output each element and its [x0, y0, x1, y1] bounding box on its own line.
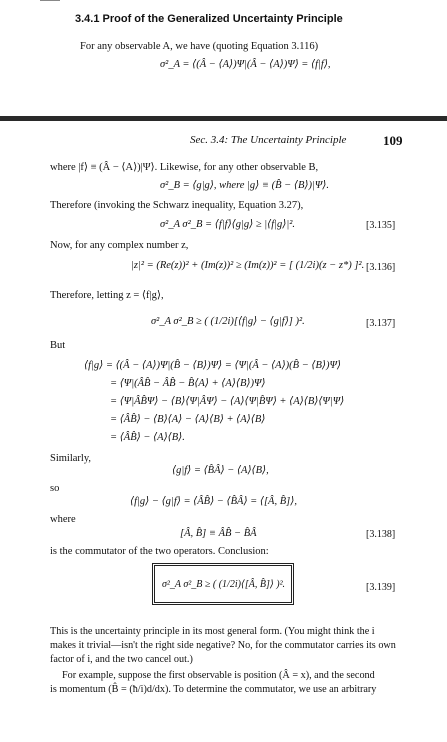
equation-3-139: σ²_A σ²_B ≥ ( (1/2i)⟨[Â, B̂]⟩ )². [162, 579, 286, 590]
equation-3-137: σ²_A σ²_B ≥ ( (1/2i)[⟨f|g⟩ − ⟨g|f⟩] )². [151, 316, 305, 327]
text-line: Therefore (invoking the Schwarz inequality, Equation 3.27), [50, 200, 304, 211]
text-line: Similarly, [50, 453, 92, 464]
text-line: so [50, 483, 60, 494]
paragraph-line: For example, suppose the first observable is position (Â = x), and the second [62, 670, 375, 681]
text-line: But [50, 340, 66, 351]
paragraph-line: is momentum (B̂ = (ħ/i)d/dx). To determine the commutator, we use an arbitrary [50, 684, 377, 695]
paragraph-line: This is the uncertainty principle in its most general form. (You might think the i [50, 626, 375, 637]
derivation-line: ⟨f|g⟩ = ⟨(Â − ⟨A⟩)Ψ|(B̂ − ⟨B⟩)Ψ⟩ = ⟨Ψ|(Â − ⟨A⟩)(B̂ − ⟨B⟩)Ψ⟩ [84, 360, 342, 371]
text-line: where [50, 514, 76, 525]
running-header: Sec. 3.4: The Uncertainty Principle [190, 134, 347, 146]
equation-number: [3.139] [366, 582, 396, 593]
derivation-line: = ⟨ÂB̂⟩ − ⟨B⟩⟨A⟩ − ⟨A⟩⟨B⟩ + ⟨A⟩⟨B⟩ [110, 414, 266, 425]
text-line: is the commutator of the two operators. Conclusion: [50, 546, 269, 557]
difference-equation: ⟨f|g⟩ − ⟨g|f⟩ = ⟨ÂB̂⟩ − ⟨B̂Â⟩ = ⟨[Â, B̂]⟩, [130, 496, 297, 507]
derivation-line: = ⟨ÂB̂⟩ − ⟨A⟩⟨B⟩. [110, 432, 185, 443]
section-title: 3.4.1 Proof of the Generalized Uncertainty Principle [75, 13, 343, 25]
book-page-109 [0, 121, 447, 742]
equation-3-138: [Â, B̂] ≡ ÂB̂ − B̂Â [180, 528, 257, 539]
intro-text: For any observable A, we have (quoting Equation 3.116) [80, 41, 319, 52]
page-number: 109 [383, 133, 403, 148]
paragraph-line: makes it trivial—isn't the right side negative? No, for the commutator carries its own [50, 640, 396, 651]
sigma-a-equation: σ²_A = ⟨(Â − ⟨A⟩)Ψ|(Â − ⟨A⟩)Ψ⟩ = ⟨f|f⟩, [160, 59, 331, 70]
sigma-b-equation: σ²_B = ⟨g|g⟩, where |g⟩ ≡ (B̂ − ⟨B⟩)|Ψ⟩. [160, 180, 329, 191]
text-line: Therefore, letting z = ⟨f|g⟩, [50, 290, 164, 301]
derivation-line: = ⟨Ψ|ÂB̂Ψ⟩ − ⟨B⟩⟨Ψ|ÂΨ⟩ − ⟨A⟩⟨Ψ|B̂Ψ⟩ + ⟨A⟩⟨B⟩⟨Ψ|Ψ⟩ [110, 396, 345, 407]
paragraph-line: factor of i, and the two cancel out.) [50, 654, 193, 665]
text-line: Now, for any complex number z, [50, 240, 189, 251]
derivation-line: = ⟨Ψ|(ÂB̂ − ÂB̂ − B̂⟨A⟩ + ⟨A⟩⟨B⟩)Ψ⟩ [110, 378, 266, 389]
previous-page-fragment [0, 0, 447, 116]
equation-number: [3.137] [366, 318, 396, 329]
text-line: where |f⟩ ≡ (Â − ⟨A⟩)|Ψ⟩. Likewise, for any other observable B, [50, 162, 319, 173]
equation-number: [3.136] [366, 262, 396, 273]
cut-off-line [40, 0, 60, 1]
equation-3-135: σ²_A σ²_B = ⟨f|f⟩⟨g|g⟩ ≥ |⟨f|g⟩|². [160, 219, 296, 230]
equation-number: [3.135] [366, 220, 396, 231]
equation-3-136: |z|² = (Re(z))² + (Im(z))² ≥ (Im(z))² = [ (1/2i)(z − z*) ]². [131, 260, 365, 271]
gf-equation: ⟨g|f⟩ = ⟨B̂Â⟩ − ⟨A⟩⟨B⟩, [172, 465, 269, 476]
equation-number: [3.138] [366, 529, 396, 540]
